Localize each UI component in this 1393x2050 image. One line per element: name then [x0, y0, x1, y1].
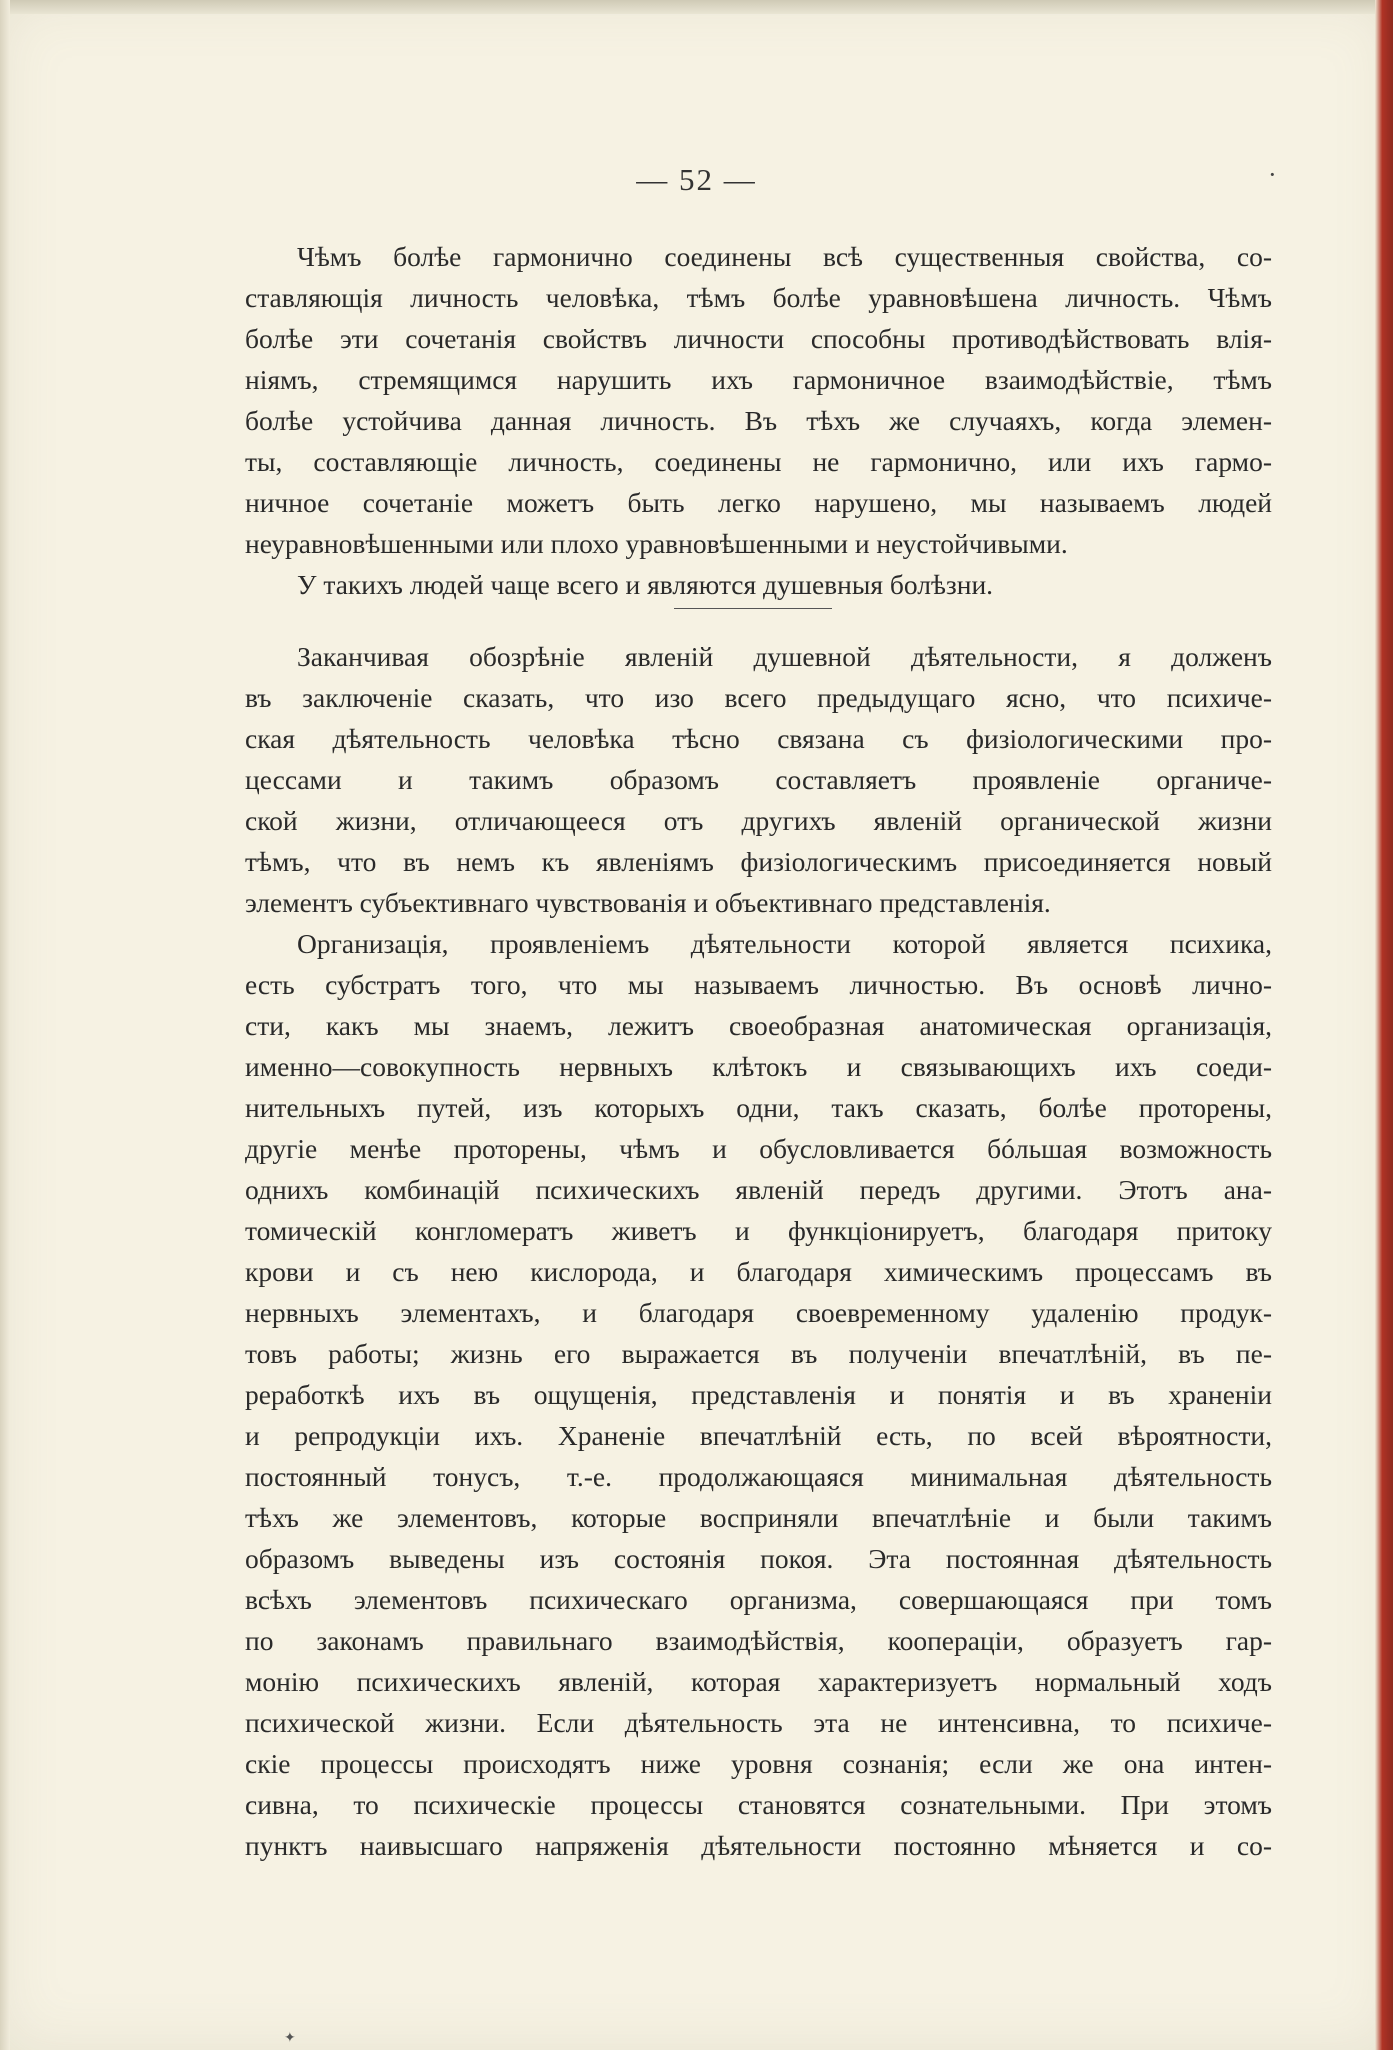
text-line: монію психическихъ явленій, которая характеризуетъ нормальный ходъ — [245, 1666, 1272, 1697]
text-line: скіе процессы происходятъ ниже уровня сознанія; если же она интен- — [245, 1748, 1272, 1779]
text-line: цессами и такимъ образомъ составляетъ проявленіе органиче- — [245, 764, 1272, 795]
section-divider — [674, 608, 832, 609]
paragraph-1 — [245, 236, 1272, 605]
text-line: по законамъ правильнаго взаимодѣйствія, коопераціи, образуетъ гар- — [245, 1625, 1272, 1656]
text-line: реработкѣ ихъ въ ощущенія, представленія и понятія и въ храненіи — [245, 1379, 1272, 1410]
text-line: ской жизни, отличающееся отъ другихъ явленій органической жизни — [245, 805, 1272, 836]
page-number: — 52 — — [636, 162, 757, 197]
paragraph-2 — [245, 636, 1272, 1866]
text-line: ская дѣятельность человѣка тѣсно связана съ физіологическими про- — [245, 723, 1272, 754]
text-line: именно—совокупность нервныхъ клѣтокъ и связывающихъ ихъ соеди- — [245, 1051, 1272, 1082]
text-line: однихъ комбинацій психическихъ явленій передъ другими. Этотъ ана- — [245, 1174, 1272, 1205]
text-line: постоянный тонусъ, т.-е. продолжающаяся минимальная дѣятельность — [245, 1461, 1272, 1492]
text-line: сивна, то психическіе процессы становятся сознательными. При этомъ — [245, 1789, 1272, 1820]
text-line: У такихъ людей чаще всего и являются душевныя болѣзни. — [297, 569, 994, 600]
text-line: образомъ выведены изъ состоянія покоя. Эта постоянная дѣятельность — [245, 1543, 1272, 1574]
text-line: всѣхъ элементовъ психическаго организма, совершающаяся при томъ — [245, 1584, 1272, 1615]
text-line: ничное сочетаніе можетъ быть легко нарушено, мы называемъ людей — [245, 487, 1272, 518]
text-line: ставляющія личность человѣка, тѣмъ болѣе уравновѣшена личность. Чѣмъ — [245, 282, 1272, 313]
text-line: Заканчивая обозрѣніе явленій душевной дѣятельности, я долженъ — [297, 641, 1272, 672]
text-line: въ заключеніе сказать, что изо всего предыдущаго ясно, что психиче- — [245, 682, 1272, 713]
text-line: товъ работы; жизнь его выражается въ полученіи впечатлѣній, въ пе- — [245, 1338, 1272, 1369]
text-line: тѣмъ, что въ немъ къ явленіямъ физіологическимъ присоединяется новый — [245, 846, 1272, 877]
text-line: ніямъ, стремящимся нарушить ихъ гармоничное взаимодѣйствіе, тѣмъ — [245, 364, 1272, 395]
text-line: болѣе устойчива данная личность. Въ тѣхъ же случаяхъ, когда элемен- — [245, 405, 1272, 436]
text-line: неуравновѣшенными или плохо уравновѣшенными и неустойчивыми. — [245, 528, 1068, 559]
text-line: сти, какъ мы знаемъ, лежитъ своеобразная анатомическая организація, — [245, 1010, 1272, 1041]
page-top-edge — [0, 0, 1393, 14]
text-line: крови и съ нею кислорода, и благодаря химическимъ процессамъ въ — [245, 1256, 1272, 1287]
text-line: тѣхъ же элементовъ, которые восприняли впечатлѣніе и были такимъ — [245, 1502, 1272, 1533]
text-line: есть субстратъ того, что мы называемъ личностью. Въ основѣ лично- — [245, 969, 1272, 1000]
text-line: томическій конгломератъ живетъ и функціонируетъ, благодаря притоку — [245, 1215, 1272, 1246]
page-left-edge — [0, 0, 10, 2050]
text-line: другіе менѣе проторены, чѣмъ и обусловливается бóльшая возможность — [245, 1133, 1272, 1164]
ink-speck: ✦ — [284, 2031, 296, 2046]
text-line: психической жизни. Если дѣятельность эта не интенсивна, то психиче- — [245, 1707, 1272, 1738]
text-line: болѣе эти сочетанія свойствъ личности способны противодѣйствовать влія- — [245, 323, 1272, 354]
text-line: ты, составляющіе личность, соединены не гармонично, или ихъ гармо- — [245, 446, 1272, 477]
text-line: элементъ субъективнаго чувствованія и объективнаго представленія. — [245, 887, 1051, 918]
text-line: Чѣмъ болѣе гармонично соединены всѣ существенныя свойства, со- — [297, 241, 1272, 272]
text-line: и репродукціи ихъ. Храненіе впечатлѣній есть, по всей вѣроятности, — [245, 1420, 1272, 1451]
text-line: нительныхъ путей, изъ которыхъ одни, такъ сказать, болѣе проторены, — [245, 1092, 1272, 1123]
text-line: Организація, проявленіемъ дѣятельности которой является психика, — [297, 928, 1272, 959]
text-line: нервныхъ элементахъ, и благодаря своевременному удаленію продук- — [245, 1297, 1272, 1328]
binding-edge — [1375, 0, 1393, 2050]
text-line: пунктъ наивысшаго напряженія дѣятельности постоянно мѣняется и со- — [245, 1830, 1272, 1861]
page-dot-mark: · — [1268, 160, 1277, 189]
